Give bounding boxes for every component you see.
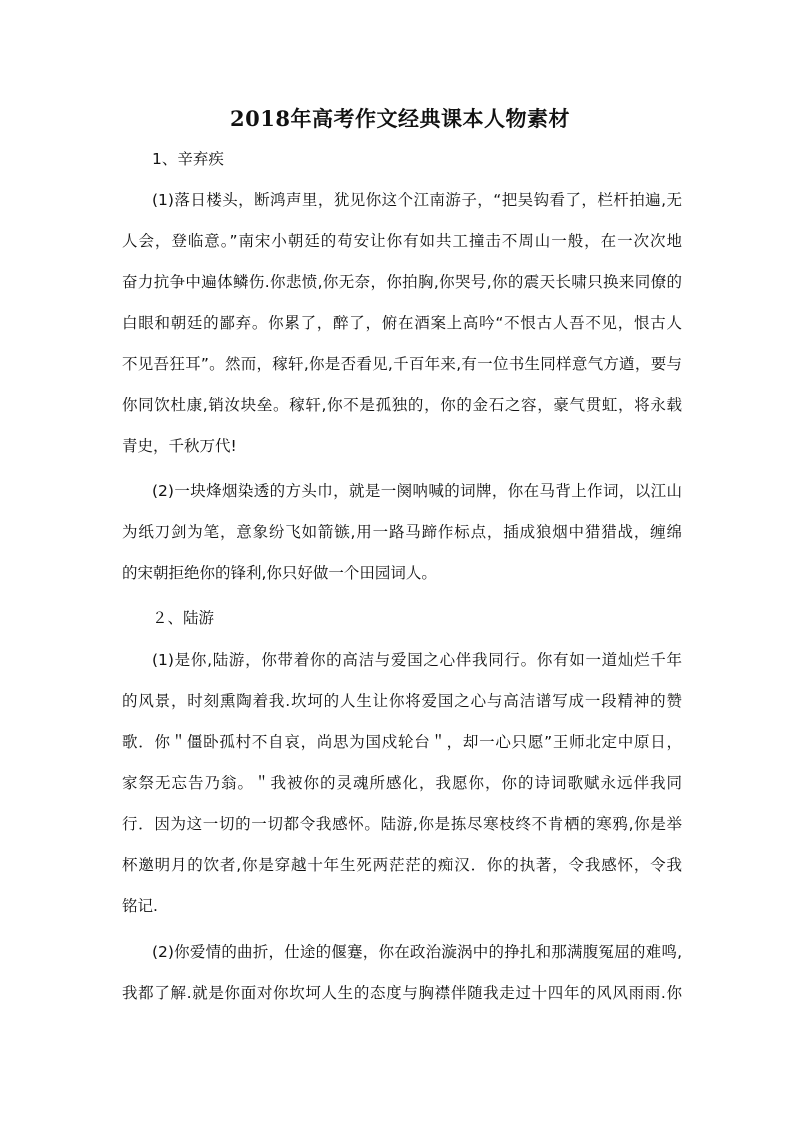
text-line: 白眼和朝廷的鄙弃。你累了，醉了，俯在酒案上高吟“不恨古人吾不见，恨古人 bbox=[122, 314, 682, 332]
text-line: 你同饮杜康,销汝块垒。稼轩,你不是孤独的，你的金石之容，豪气贯虹，将永载 bbox=[122, 396, 682, 414]
text-line: 行．因为这一切的一切都令我感怀。陆游,你是拣尽寒枝终不肯栖的寒鸦,你是举 bbox=[122, 815, 682, 833]
text-line: 不见吾狂耳”。然而，稼轩,你是否看见,千百年来,有一位书生同样意气方遒，要与 bbox=[122, 355, 682, 373]
document-title: 2018年高考作文经典课本人物素材 bbox=[230, 106, 570, 131]
text-line: 青史，千秋万代! bbox=[122, 437, 237, 455]
text-line: 歌．你＂僵卧孤村不自哀，尚思为国戍轮台＂，却一心只愿”王师北定中原日， bbox=[122, 733, 682, 751]
text-line: 为纸刀剑为笔，意象纷飞如箭镞,用一路马蹄作标点，插成狼烟中猎猎战，缠绵 bbox=[122, 523, 682, 541]
text-line: 铭记. bbox=[122, 897, 158, 915]
text-line: 的宋朝拒绝你的锋利,你只好做一个田园词人。 bbox=[122, 564, 437, 582]
text-line: (1)是你,陆游，你带着你的高洁与爱国之心伴我同行。你有如一道灿烂千年 bbox=[152, 651, 682, 669]
text-line: 我都了解.就是你面对你坎坷人生的态度与胸襟伴随我走过十四年的风风雨雨.你 bbox=[122, 984, 682, 1002]
text-line: 家祭无忘告乃翁。＂我被你的灵魂所感化，我愿你，你的诗词歌赋永远伴我同 bbox=[122, 774, 682, 792]
text-line: 人会，登临意。”南宋小朝廷的苟安让你有如共工撞击不周山一般，在一次次地 bbox=[122, 232, 682, 250]
text-line: (2)你爱情的曲折，仕途的偃蹇，你在政治漩涡中的挣扎和那满腹冤屈的难鸣, bbox=[152, 943, 682, 961]
text-line: (1)落日楼头，断鸿声里，犹见你这个江南游子，“把吴钩看了，栏杆拍遍,无 bbox=[152, 191, 682, 209]
section-heading-lu-you: ２、陆游 bbox=[152, 609, 215, 627]
text-line: 杯邀明月的饮者,你是穿越十年生死两茫茫的痴汉．你的执著，令我感怀，令我 bbox=[122, 856, 682, 874]
text-line: (2)一块烽烟染透的方头巾，就是一阕呐喊的词牌，你在马背上作词，以江山 bbox=[152, 482, 682, 500]
text-line: 的风景，时刻熏陶着我.坎坷的人生让你将爱国之心与高洁谱写成一段精神的赞 bbox=[122, 692, 682, 710]
section-heading-xin-qiji: 1、辛弃疾 bbox=[152, 150, 224, 168]
text-line: 奋力抗争中遍体鳞伤.你悲愤,你无奈，你拍胸,你哭号,你的震天长啸只换来同僚的 bbox=[122, 273, 682, 291]
